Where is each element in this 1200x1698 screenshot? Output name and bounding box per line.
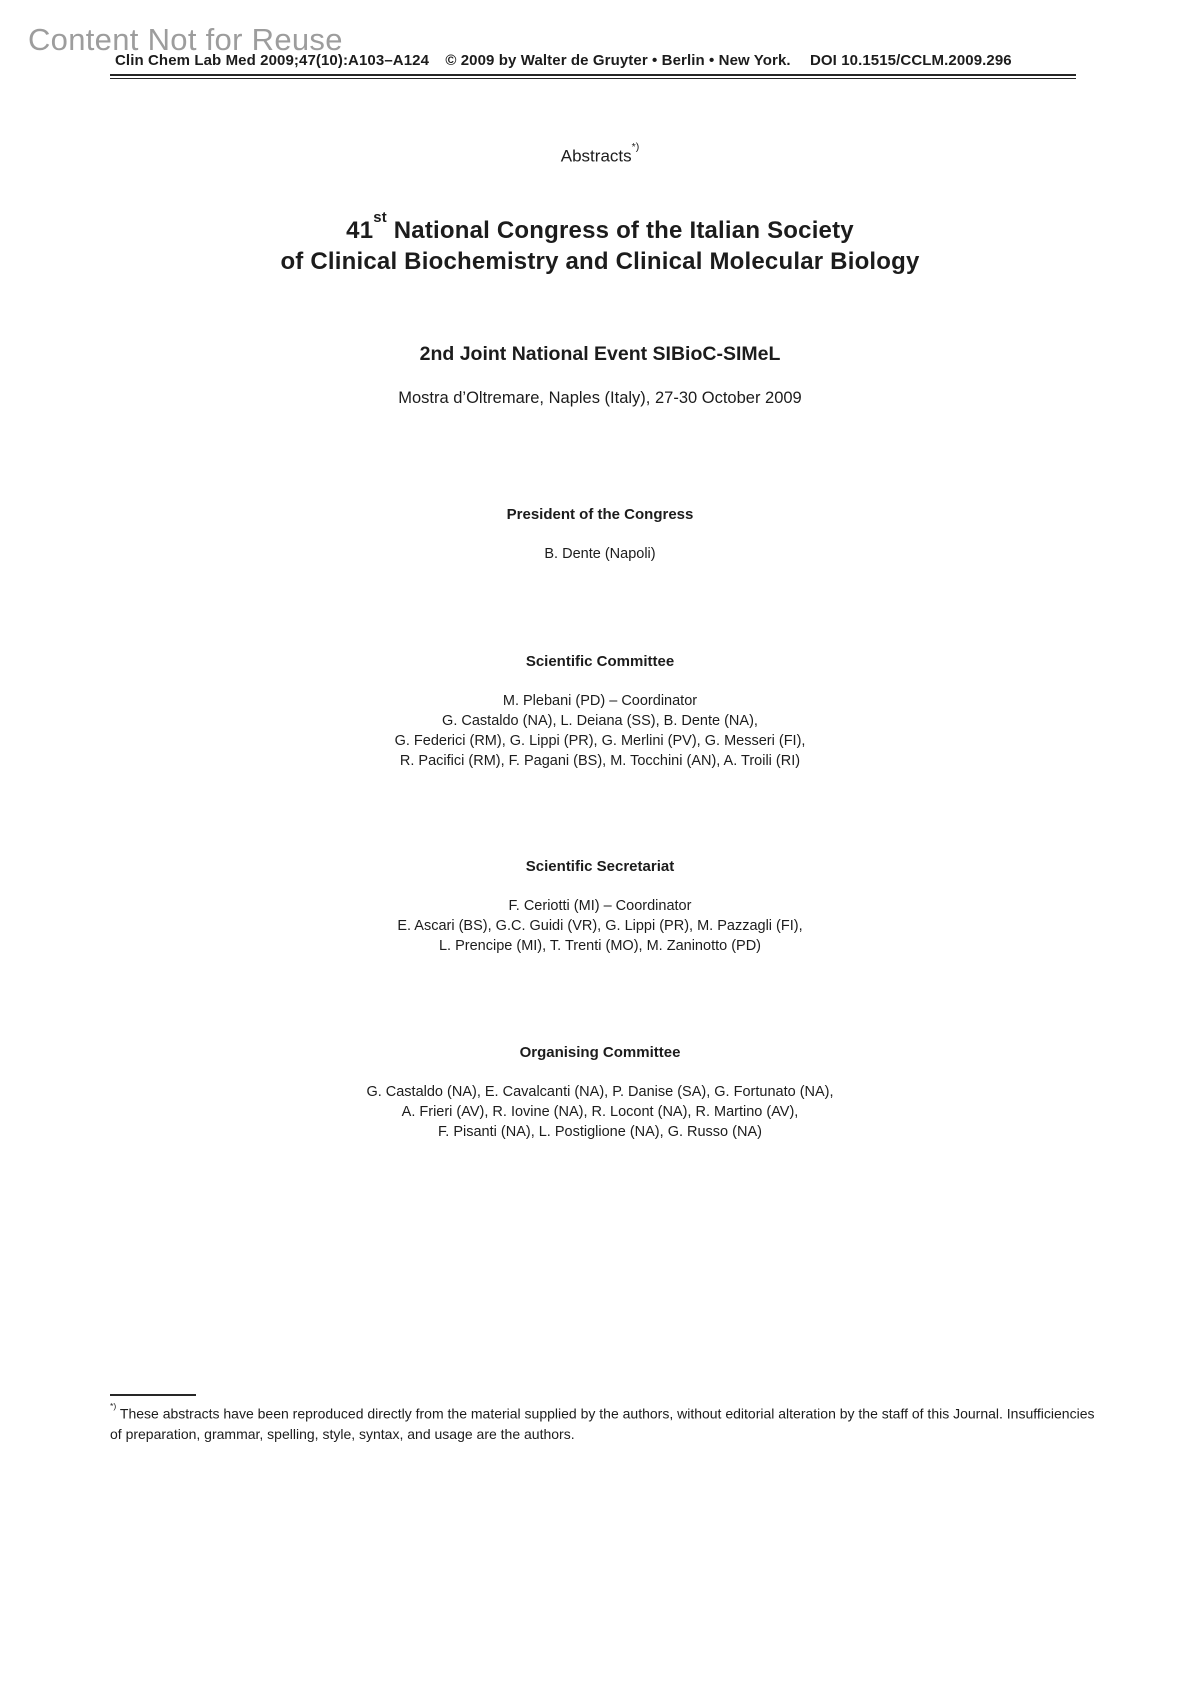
- congress-title-line1: [0, 210, 1200, 246]
- journal-citation: Clin Chem Lab Med 2009;47(10):A103–A124: [115, 52, 430, 69]
- footnote-marker: *): [110, 1401, 117, 1412]
- footnote-rule: [110, 1394, 196, 1396]
- member-line: R. Pacifici (RM), F. Pagani (BS), M. Tocchini (AN), A. Troili (RI): [399, 753, 801, 769]
- section-body-organising-committee: [0, 1082, 1200, 1142]
- congress-title-line2: of Clinical Biochemistry and Clinical Molecular Biology: [280, 248, 920, 275]
- member-line: G. Castaldo (NA), E. Cavalcanti (NA), P. Danise (SA), G. Fortunato (NA),: [366, 1084, 834, 1100]
- congress-number: 41: [346, 217, 374, 244]
- congress-ordinal: st: [373, 210, 387, 227]
- congress-title-line1-text: National Congress of the Italian Society: [386, 217, 854, 244]
- member-line: G. Federici (RM), G. Lippi (PR), G. Merlini (PV), G. Messeri (FI),: [394, 733, 806, 749]
- member-line: M. Plebani (PD) – Coordinator: [502, 693, 698, 709]
- member-line: E. Ascari (BS), G.C. Guidi (VR), G. Lippi (PR), M. Pazzagli (FI),: [397, 918, 803, 934]
- member-line: F. Pisanti (NA), L. Postiglione (NA), G. Russo (NA): [438, 1124, 762, 1140]
- section-heading-president: President of the Congress: [506, 506, 694, 523]
- footnote-text: These abstracts have been reproduced directly from the material supplied by the authors, without editorial alteration by the staff of this Journal. Insufficiencies of preparation, grammar, spelling, style, syntax, and usage are the authors.: [110, 1405, 1095, 1442]
- section-body-scientific-committee: [0, 691, 1200, 771]
- congress-title: [0, 210, 1200, 277]
- journal-copyright: © 2009 by Walter de Gruyter • Berlin • New York.: [445, 52, 791, 69]
- section-body-scientific-secretariat: [0, 896, 1200, 956]
- abstracts-label: [0, 141, 1200, 167]
- journal-doi: DOI 10.1515/CCLM.2009.296: [809, 52, 1012, 69]
- section-heading-scientific-secretariat: Scientific Secretariat: [525, 858, 675, 875]
- joint-event-subtitle: 2nd Joint National Event SIBioC-SIMeL: [419, 343, 781, 365]
- section-heading-scientific-committee: Scientific Committee: [525, 653, 675, 670]
- member-line: B. Dente (Napoli): [544, 546, 656, 562]
- section-heading-organising-committee: Organising Committee: [519, 1044, 681, 1061]
- content-reuse-watermark: Content Not for Reuse: [28, 22, 343, 57]
- member-line: L. Prencipe (MI), T. Trenti (MO), M. Zaninotto (PD): [438, 938, 762, 954]
- section-body-president: [0, 544, 1200, 564]
- member-line: F. Ceriotti (MI) – Coordinator: [508, 898, 692, 914]
- member-line: G. Castaldo (NA), L. Deiana (SS), B. Dente (NA),: [442, 713, 758, 729]
- venue-date-line: Mostra d’Oltremare, Naples (Italy), 27-30 October 2009: [398, 389, 802, 407]
- journal-header: [115, 52, 1012, 69]
- abstracts-footnote-marker: *): [631, 141, 640, 154]
- member-line: A. Frieri (AV), R. Iovine (NA), R. Locont (NA), R. Martino (AV),: [401, 1104, 799, 1120]
- footnote: [110, 1400, 1102, 1444]
- header-double-rule: [110, 74, 1076, 79]
- abstracts-text: Abstracts: [560, 146, 632, 166]
